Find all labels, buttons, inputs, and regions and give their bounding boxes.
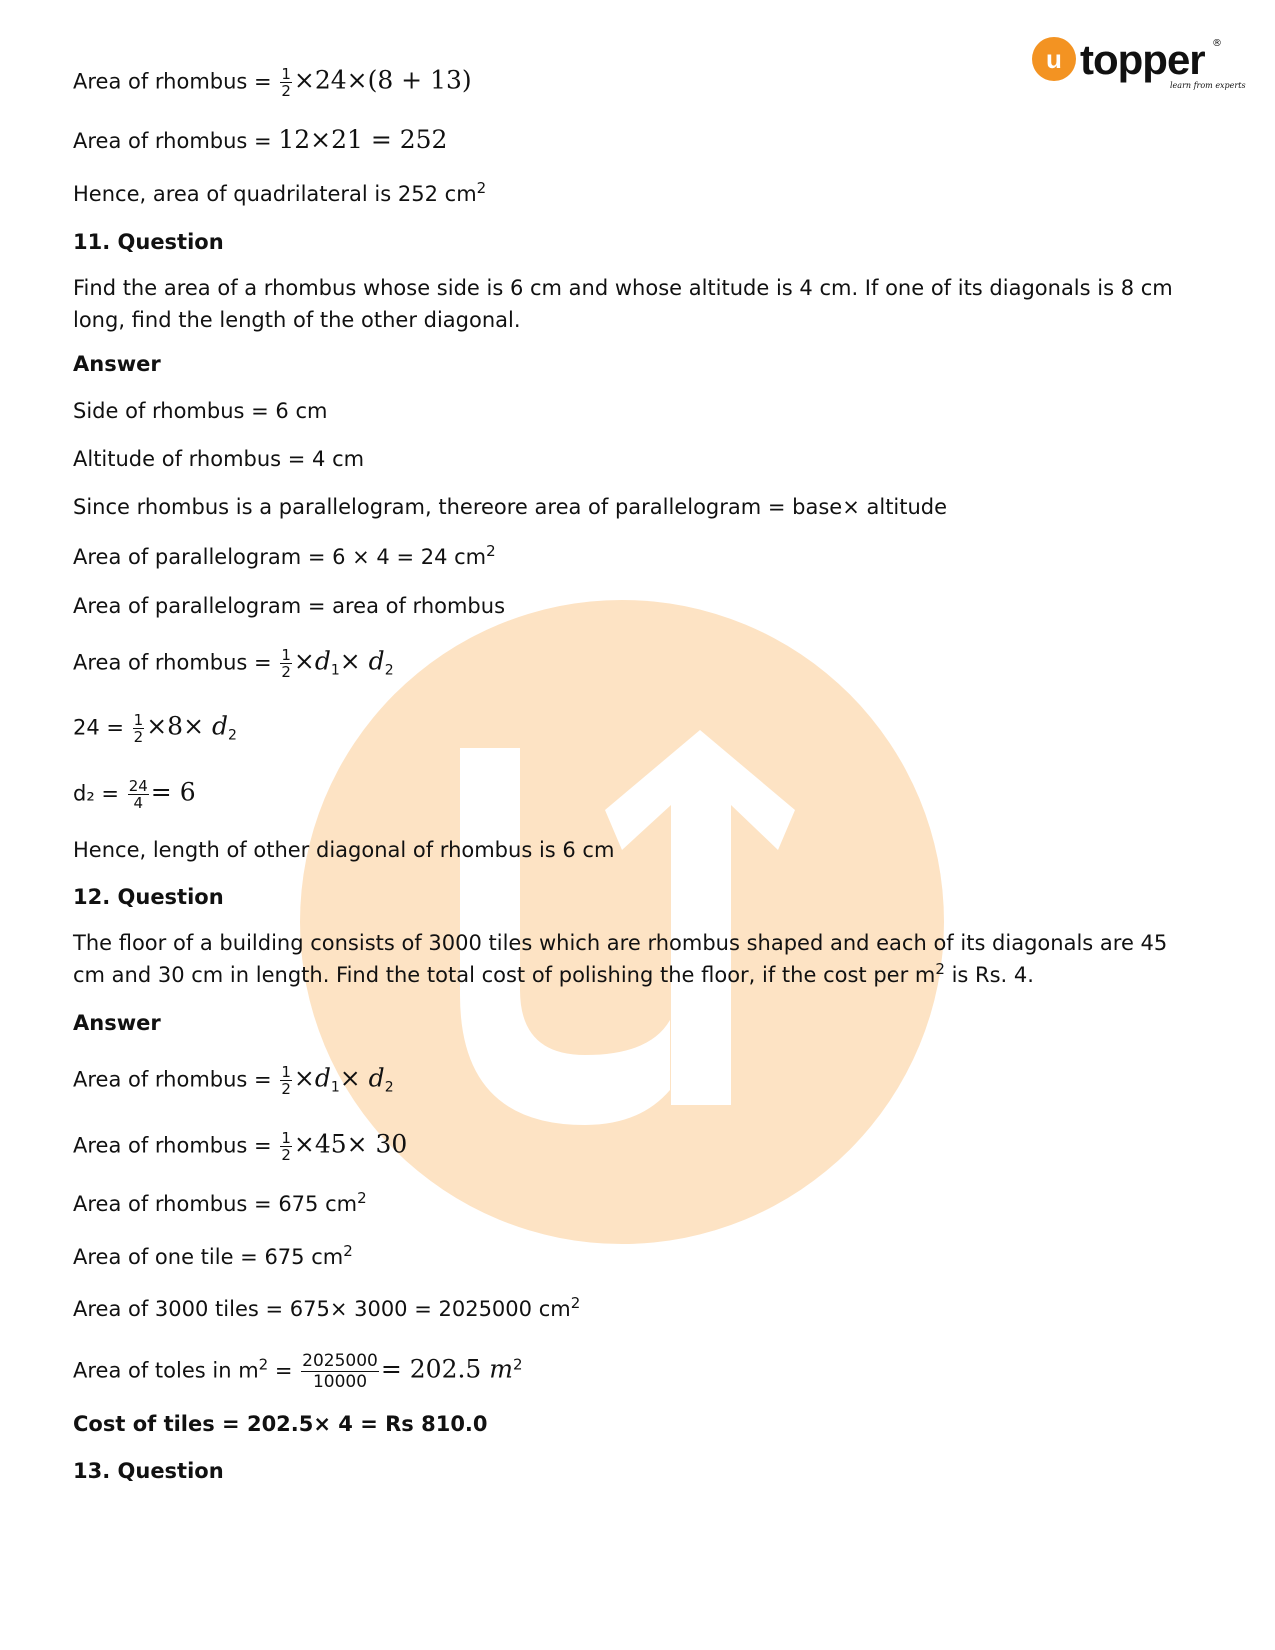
- area-result-line: Area of rhombus = 12×21 = 252: [73, 125, 448, 154]
- q11-step-solve-d2: d₂ = $\frac{24}{4}$ = 6: [73, 777, 196, 812]
- q11-step-rhombus-formula: Area of rhombus = $\frac{1}{2}$ $\times d_1\times d_2$: [73, 646, 394, 681]
- q11-step-side: Side of rhombus = 6 cm: [73, 399, 328, 423]
- q12-step-substitute: Area of rhombus = $\frac{1}{2}$ ×45× 30: [73, 1129, 408, 1164]
- logo-icon-letter: u: [1046, 44, 1062, 74]
- topper-logo: [1030, 32, 1246, 102]
- q11-conclusion: Hence, length of other diagonal of rhombus is 6 cm: [73, 838, 615, 862]
- q12-cost-result: Cost of tiles = 202.5× 4 = Rs 810.0: [73, 1412, 488, 1436]
- q12-step-rhombus-area: Area of rhombus = 675 $cm^2$: [73, 1189, 367, 1216]
- q12-heading: 12. Question: [73, 885, 224, 909]
- q11-step-equal-areas: Area of parallelogram = area of rhombus: [73, 594, 506, 618]
- q11-step-parallelogram: Since rhombus is a parallelogram, thereore area of parallelogram = base× altitude: [73, 495, 948, 519]
- q12-step-all-tiles: Area of 3000 tiles = 675× 3000 = 2025000 $cm^2$: [73, 1294, 581, 1321]
- q12-step-one-tile: Area of one tile = 675 $cm^2$: [73, 1242, 353, 1269]
- logo-brand: topper: [1080, 36, 1205, 83]
- q11-question: Find the area of a rhombus whose side is 6 cm and whose altitude is 4 cm. If one of its diagonals is 8 cm long, find the length of the other diagonal.: [73, 276, 1173, 332]
- q13-heading: 13. Question: [73, 1459, 224, 1483]
- logo-registered-mark: ®: [1212, 38, 1222, 49]
- q11-answer-heading: Answer: [73, 352, 161, 376]
- q11-step-altitude: Altitude of rhombus = 4 cm: [73, 447, 365, 471]
- q12-question: The floor of a building consists of 3000 tiles which are rhombus shaped and each of its diagonals are 45 cm and 30 cm in length. Find the total cost of polishing the floor, if the cost per $m^2$ is Rs. 4.: [73, 931, 1168, 987]
- q12-step-rhombus-formula: Area of rhombus = $\frac{1}{2}$ $\times d_1\times d_2$: [73, 1063, 394, 1098]
- logo-tagline: learn from experts: [1170, 81, 1246, 90]
- area-formula-line: Area of rhombus = $\frac{1}{2}$ ×24×(8 + 13): [73, 65, 472, 100]
- q11-step-area-parallelogram: Area of parallelogram = 6 × 4 = 24 $cm^2$: [73, 542, 496, 569]
- q12-step-convert-m2: Area of toles in $m^2$ = $\frac{2025000}{10000}$ = 202.5 $m^2$: [73, 1351, 523, 1392]
- q11-heading: 11. Question: [73, 230, 224, 254]
- q11-step-substitute: 24 = $\frac{1}{2}$ $\times 8\times d_2$: [73, 711, 237, 746]
- quadrilateral-conclusion: Hence, area of quadrilateral is 252 $cm^2$: [73, 179, 487, 206]
- q12-answer-heading: Answer: [73, 1011, 161, 1035]
